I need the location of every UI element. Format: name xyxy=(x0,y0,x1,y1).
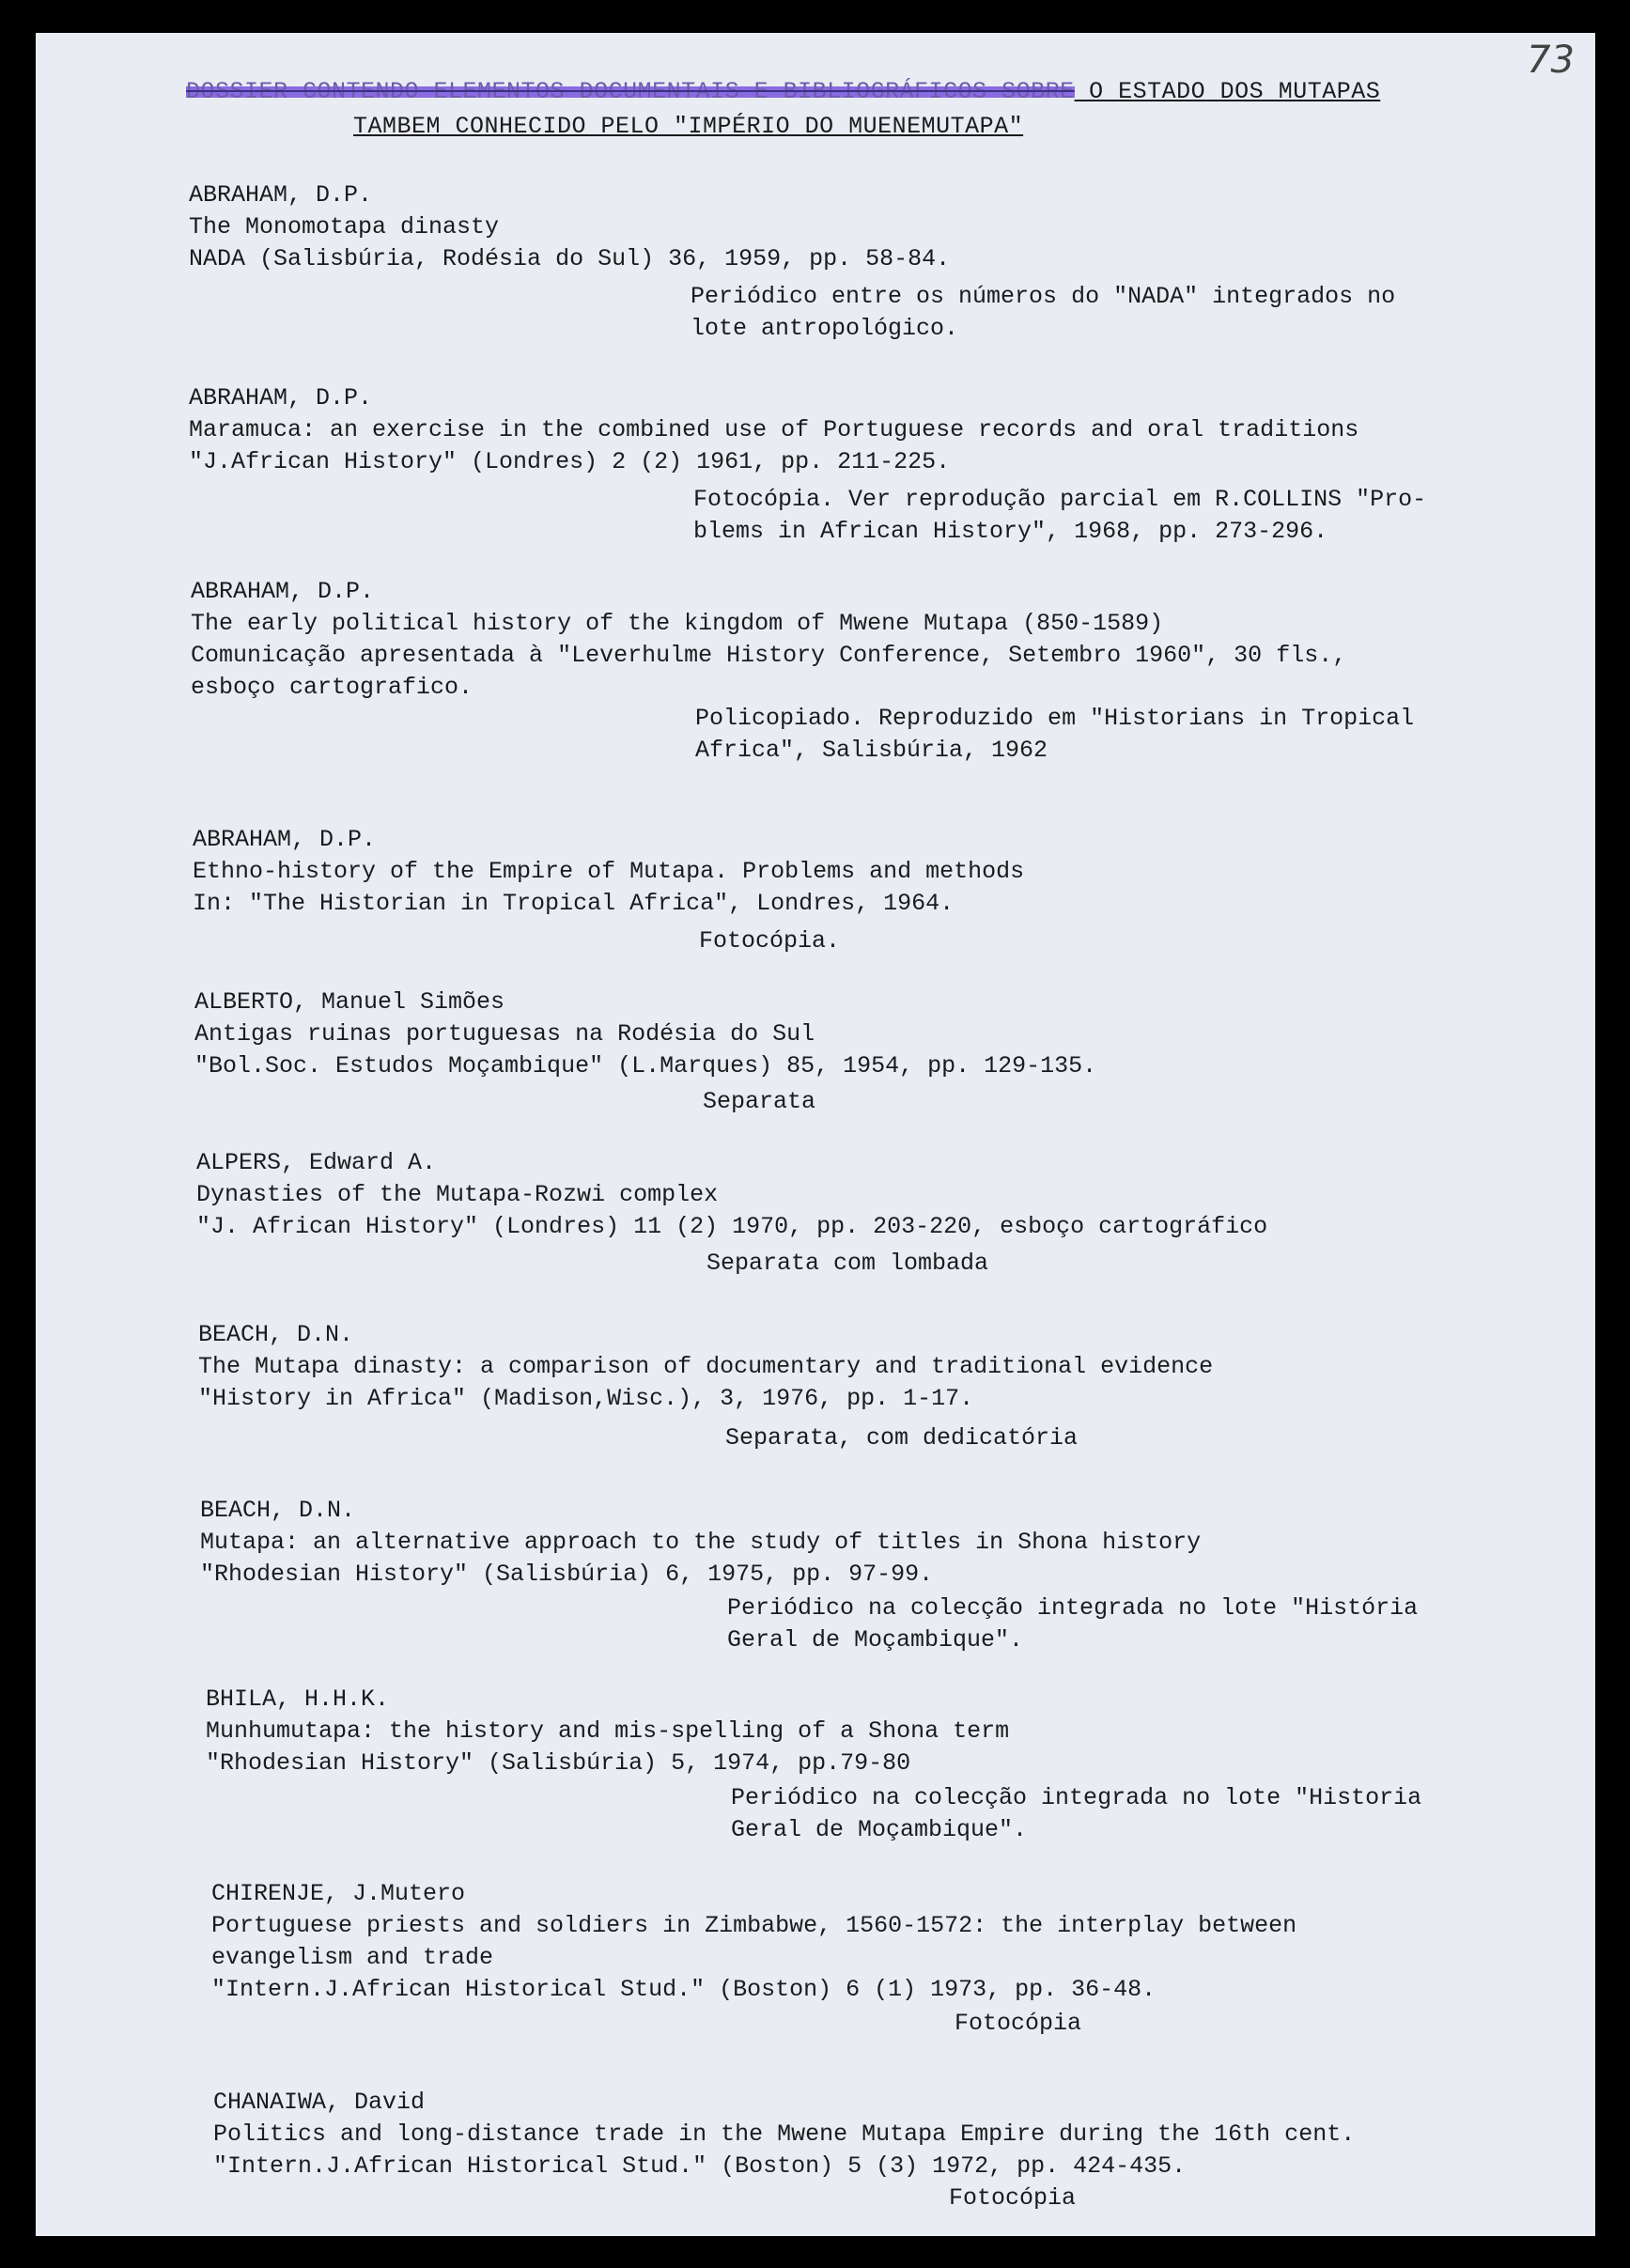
entry-note xyxy=(699,925,840,957)
entry-source: "J.African History" (Londres) 2 (2) 1961, pp. 211-225. xyxy=(189,448,951,475)
entry-author: CHIRENJE, J.Mutero xyxy=(211,1880,466,1907)
title-tail-text: O ESTADO DOS MUTAPAS xyxy=(1074,78,1381,105)
entry-note xyxy=(691,281,1395,345)
entry-author: ABRAHAM, D.P. xyxy=(193,826,377,853)
entry-author: BEACH, D.N. xyxy=(198,1321,354,1348)
bibliography-entry xyxy=(191,576,1346,704)
entry-source: "Intern.J.African Historical Stud." (Boston) 5 (3) 1972, pp. 424-435. xyxy=(213,2152,1187,2180)
title-line-1 xyxy=(186,78,1380,105)
note-line: blems in African History", 1968, pp. 273-296. xyxy=(693,518,1328,545)
entry-author: CHANAIWA, David xyxy=(213,2089,426,2116)
entry-source: "J. African History" (Londres) 11 (2) 1970, pp. 203-220, esboço cartográfico xyxy=(196,1213,1268,1240)
entry-title: Portuguese priests and soldiers in Zimbabwe, 1560-1572: the interplay between xyxy=(211,1912,1297,1939)
entry-note xyxy=(949,2183,1076,2214)
entry-author: ABRAHAM, D.P. xyxy=(189,384,373,412)
entry-source: Comunicação apresentada à "Leverhulme History Conference, Setembro 1960", 30 fls., xyxy=(191,642,1347,669)
entry-source: NADA (Salisbúria, Rodésia do Sul) 36, 1959, pp. 58-84. xyxy=(189,245,951,272)
entry-title: The early political history of the kingdom of Mwene Mutapa (850-1589) xyxy=(191,610,1164,637)
title-line-2: TAMBEM CONHECIDO PELO "IMPÉRIO DO MUENEMUTAPA" xyxy=(353,113,1024,140)
entry-note xyxy=(725,1422,1078,1454)
note-line: Fotocópia. Ver reprodução parcial em R.COLLINS "Pro- xyxy=(693,486,1427,513)
entry-title: Maramuca: an exercise in the combined use of Portuguese records and oral traditions xyxy=(189,416,1359,443)
bibliography-entry xyxy=(193,824,1024,920)
entry-author: ALBERTO, Manuel Simões xyxy=(194,988,505,1016)
entry-note xyxy=(706,1248,988,1280)
note-line: lote antropológico. xyxy=(691,315,959,342)
entry-note xyxy=(727,1592,1418,1656)
bibliography-entry xyxy=(206,1684,1009,1779)
note-line: Fotocópia xyxy=(949,2184,1077,2212)
entry-source: In: "The Historian in Tropical Africa", Londres, 1964. xyxy=(193,890,955,917)
note-line: Geral de Moçambique". xyxy=(731,1816,1028,1843)
note-line: Periódico entre os números do "NADA" integrados no xyxy=(691,283,1396,310)
bibliography-entry xyxy=(194,986,1096,1082)
entry-source: evangelism and trade xyxy=(211,1944,494,1971)
entry-title: Dynasties of the Mutapa-Rozwi complex xyxy=(196,1181,719,1208)
entry-source: "Bol.Soc. Estudos Moçambique" (L.Marques) 85, 1954, pp. 129-135. xyxy=(194,1052,1097,1080)
entry-author: ABRAHAM, D.P. xyxy=(191,578,375,605)
entry-note xyxy=(693,484,1426,548)
entry-author: BEACH, D.N. xyxy=(200,1497,356,1524)
entry-note xyxy=(695,703,1414,767)
note-line: Africa", Salisbúria, 1962 xyxy=(695,737,1048,764)
entry-title: The Mutapa dinasty: a comparison of documentary and traditional evidence xyxy=(198,1353,1214,1380)
title-struck-text: DOSSIER CONTENDO ELEMENTOS DOCUMENTAIS E BIBLIOGRÁFICOS SOBRE xyxy=(186,78,1075,105)
entry-title: Ethno-history of the Empire of Mutapa. Problems and methods xyxy=(193,858,1025,885)
entry-note xyxy=(703,1086,815,1118)
note-line: Fotocópia xyxy=(955,2010,1082,2037)
entry-source: "Intern.J.African Historical Stud." (Boston) 6 (1) 1973, pp. 36-48. xyxy=(211,1976,1157,2003)
entry-note xyxy=(731,1782,1421,1846)
entry-note xyxy=(955,2008,1081,2040)
note-line: Separata com lombada xyxy=(706,1250,989,1277)
entry-author: ABRAHAM, D.P. xyxy=(189,181,373,209)
note-line: Separata xyxy=(703,1088,816,1115)
entry-source: esboço cartografico. xyxy=(191,674,473,701)
bibliography-entry xyxy=(196,1147,1267,1243)
bibliography-entry xyxy=(211,1878,1296,2006)
note-line: Policopiado. Reproduzido em "Historians in Tropical xyxy=(695,705,1415,732)
entry-author: ALPERS, Edward A. xyxy=(196,1149,437,1176)
entry-source: "Rhodesian History" (Salisbúria) 5, 1974, pp.79-80 xyxy=(206,1749,911,1777)
entry-title: Munhumutapa: the history and mis-spelling of a Shona term xyxy=(206,1717,1010,1745)
entry-title: The Monomotapa dinasty xyxy=(189,213,500,241)
note-line: Fotocópia. xyxy=(699,927,841,955)
entry-author: BHILA, H.H.K. xyxy=(206,1685,390,1713)
entry-title: Antigas ruinas portuguesas na Rodésia do Sul xyxy=(194,1020,815,1048)
bibliography-entry xyxy=(200,1495,1201,1591)
document-page xyxy=(36,33,1595,2236)
entry-source: "History in Africa" (Madison,Wisc.), 3, 1976, pp. 1-17. xyxy=(198,1385,974,1412)
note-line: Separata, com dedicatória xyxy=(725,1424,1079,1452)
note-line: Geral de Moçambique". xyxy=(727,1626,1024,1654)
note-line: Periódico na colecção integrada no lote "Historia xyxy=(731,1784,1422,1811)
bibliography-entry xyxy=(189,382,1358,478)
entry-source: "Rhodesian History" (Salisbúria) 6, 1975, pp. 97-99. xyxy=(200,1561,934,1588)
note-line: Periódico na colecção integrada no lote "História xyxy=(727,1594,1419,1622)
entry-title: Politics and long-distance trade in the Mwene Mutapa Empire during the 16th cent. xyxy=(213,2120,1356,2148)
bibliography-entry xyxy=(213,2087,1355,2183)
folio-number: 73 xyxy=(1527,39,1575,82)
entry-title: Mutapa: an alternative approach to the study of titles in Shona history xyxy=(200,1529,1202,1556)
bibliography-entry xyxy=(198,1319,1213,1415)
bibliography-entry xyxy=(189,179,950,275)
